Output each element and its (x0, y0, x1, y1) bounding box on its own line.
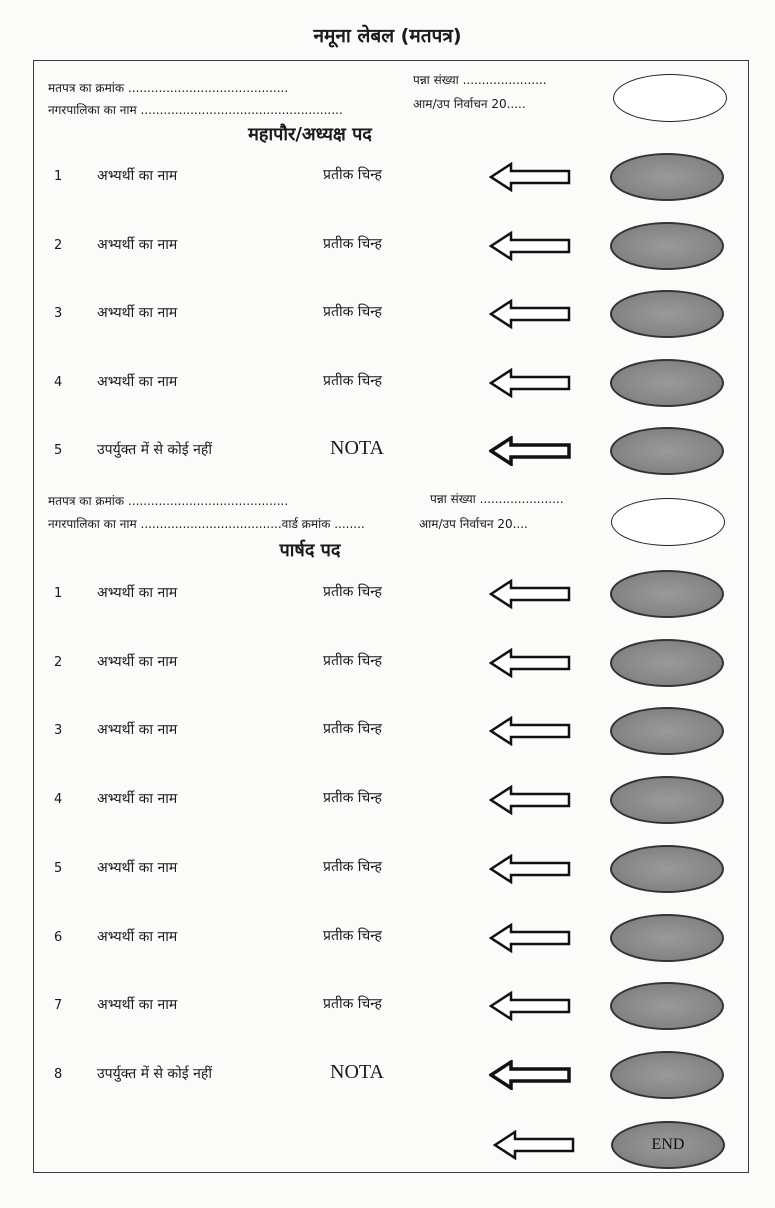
page-number-label: पन्ना संख्या ...................... (430, 492, 564, 506)
nota-symbol: NOTA (330, 1060, 384, 1083)
arrow-left-icon (489, 991, 573, 1021)
end-label: END (651, 1136, 685, 1153)
arrow-left-icon (489, 368, 573, 398)
symbol-label: प्रतीक चिन्ह (323, 996, 382, 1013)
vote-button[interactable] (610, 153, 724, 201)
symbol-label: प्रतीक चिन्ह (323, 652, 382, 669)
vote-button[interactable] (610, 639, 724, 687)
arrow-left-icon (489, 436, 573, 466)
arrow-left-icon (489, 1060, 573, 1090)
election-label: आम/उप निर्वाचन 20.... (419, 517, 528, 531)
vote-button[interactable] (610, 914, 724, 962)
municipality-label: नगरपालिका का नाम .....................................वार्ड क्रमांक ........ (48, 517, 365, 531)
candidate-name-label: उपर्युक्त में से कोई नहीं (97, 442, 212, 458)
row-number: 7 (54, 998, 63, 1014)
section-heading-mayor: महापौर/अध्यक्ष पद (248, 124, 372, 145)
arrow-left-icon (489, 854, 573, 884)
header-oval (613, 74, 727, 122)
candidate-name-label: अभ्यर्थी का नाम (97, 236, 178, 253)
row-number: 8 (54, 1066, 63, 1082)
candidate-name-label: अभ्यर्थी का नाम (97, 928, 178, 945)
candidate-name-label: अभ्यर्थी का नाम (97, 585, 178, 601)
ballot-serial-label: मतपत्र का क्रमांक .......................................... (48, 494, 289, 508)
symbol-label: प्रतीक चिन्ह (323, 721, 382, 738)
row-number: 6 (54, 929, 63, 945)
row-number: 2 (54, 654, 63, 670)
arrow-left-icon (489, 785, 573, 815)
vote-button[interactable] (610, 290, 724, 338)
vote-button[interactable] (610, 1051, 724, 1099)
symbol-label: प्रतीक चिन्ह (323, 372, 382, 389)
row-number: 1 (54, 169, 63, 184)
arrow-left-icon (489, 299, 573, 329)
arrow-left-icon (489, 716, 573, 746)
candidate-name-label: अभ्यर्थी का नाम (97, 653, 178, 670)
vote-button[interactable] (610, 222, 724, 270)
symbol-label: प्रतीक चिन्ह (323, 858, 382, 875)
nota-symbol: NOTA (330, 437, 384, 459)
vote-button[interactable] (610, 982, 724, 1030)
symbol-label: प्रतीक चिन्ह (323, 167, 382, 183)
row-number: 3 (54, 723, 63, 739)
vote-button[interactable] (610, 427, 724, 475)
symbol-label: प्रतीक चिन्ह (323, 927, 382, 944)
candidate-name-label: अभ्यर्थी का नाम (97, 791, 178, 808)
row-number: 2 (54, 237, 63, 253)
arrow-left-icon (493, 1130, 577, 1160)
candidate-name-label: अभ्यर्थी का नाम (97, 722, 178, 739)
municipality-label: नगरपालिका का नाम ..................................................... (48, 103, 343, 117)
arrow-left-icon (489, 923, 573, 953)
page-number-label: पन्ना संख्या ...................... (413, 73, 547, 87)
symbol-label: प्रतीक चिन्ह (323, 790, 382, 807)
row-number: 1 (54, 586, 63, 601)
candidate-name-label: उपर्युक्त में से कोई नहीं (97, 1065, 212, 1082)
ballot-serial-label: मतपत्र का क्रमांक .......................................... (48, 81, 289, 95)
end-button[interactable] (611, 1121, 725, 1169)
arrow-left-icon (489, 579, 573, 609)
candidate-name-label: अभ्यर्थी का नाम (97, 168, 178, 184)
vote-button[interactable] (610, 359, 724, 407)
row-number: 5 (54, 860, 63, 876)
row-number: 4 (54, 792, 63, 808)
row-number: 4 (54, 374, 63, 390)
page-title: नमूना लेबल (मतपत्र) (313, 25, 462, 47)
arrow-left-icon (489, 162, 573, 192)
row-number: 5 (54, 443, 63, 458)
arrow-left-icon (489, 648, 573, 678)
candidate-name-label: अभ्यर्थी का नाम (97, 373, 178, 390)
section-heading-councillor: पार्षद पद (279, 540, 341, 561)
vote-button[interactable] (610, 845, 724, 893)
symbol-label: प्रतीक चिन्ह (323, 235, 382, 252)
candidate-name-label: अभ्यर्थी का नाम (97, 859, 178, 876)
candidate-name-label: अभ्यर्थी का नाम (97, 305, 178, 321)
header-oval (611, 498, 725, 546)
arrow-left-icon (489, 231, 573, 261)
symbol-label: प्रतीक चिन्ह (323, 584, 382, 600)
vote-button[interactable] (610, 776, 724, 824)
row-number: 3 (54, 306, 63, 321)
symbol-label: प्रतीक चिन्ह (323, 304, 382, 320)
vote-button[interactable] (610, 570, 724, 618)
election-label: आम/उप निर्वाचन 20..... (413, 97, 526, 111)
candidate-name-label: अभ्यर्थी का नाम (97, 997, 178, 1014)
